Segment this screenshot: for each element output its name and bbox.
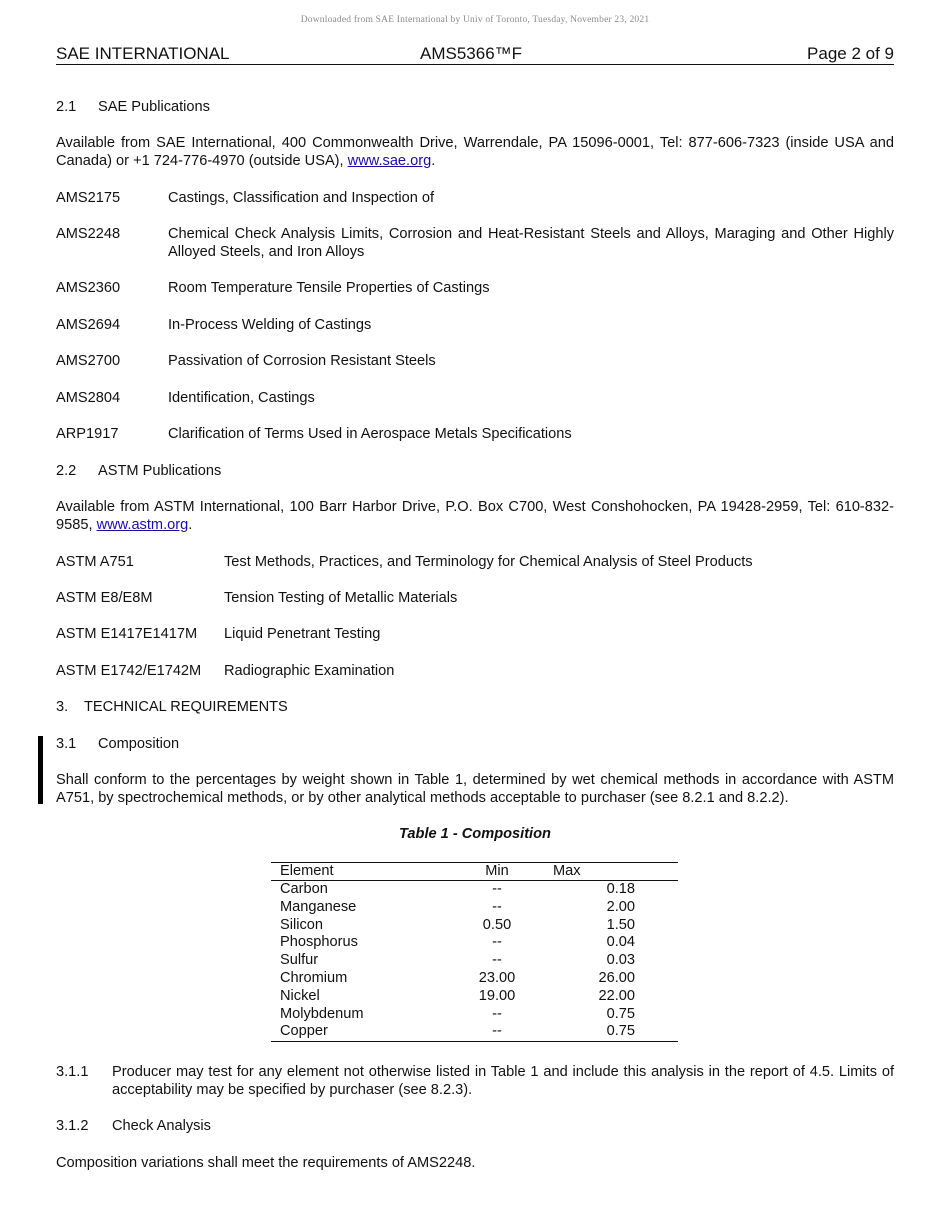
cell-max: 0.18 — [606, 881, 635, 897]
cell-max: 0.03 — [606, 952, 635, 969]
cell-min: -- — [447, 1023, 547, 1041]
table-row — [271, 917, 678, 935]
ref-code: AMS2175 — [56, 190, 121, 206]
table-row — [271, 934, 678, 952]
astm-availability-text: Available from ASTM International, 100 Barr Harbor Drive, P.O. Box C700, West Conshohocken, PA 19428-2959, Tel: 610-832-9585, — [56, 499, 894, 533]
section-3-1-1-number: 3.1.1 — [56, 1064, 89, 1080]
cell-max: 0.75 — [606, 1005, 635, 1022]
download-watermark: Downloaded from SAE International by Univ of Toronto, Tuesday, November 23, 2021 — [300, 15, 650, 25]
header-element: Element — [271, 863, 447, 881]
table-header-row — [271, 863, 678, 881]
cell-element: Sulfur — [280, 952, 319, 969]
check-analysis-text: Composition variations shall meet the requirements of AMS2248. — [56, 1155, 476, 1171]
ref-code: AMS2804 — [56, 390, 121, 406]
section-2-2-number: 2.2 — [56, 463, 77, 479]
section-3-1-title: Composition — [98, 736, 180, 752]
ref-code: ASTM E8/E8M — [56, 590, 153, 606]
section-3-1-number: 3.1 — [56, 736, 77, 752]
ref-code: AMS2248 — [56, 226, 121, 242]
cell-element: Phosphorus — [280, 934, 358, 951]
ref-description: Passivation of Corrosion Resistant Steels — [168, 353, 436, 369]
ref-description: Room Temperature Tensile Properties of Castings — [168, 280, 490, 296]
cell-min: -- — [492, 881, 502, 897]
header-page-number: Page 2 of 9 — [807, 44, 894, 63]
table-1-caption: Table 1 - Composition — [399, 826, 551, 842]
cell-min: -- — [492, 934, 502, 951]
cell-element: Chromium — [280, 969, 348, 986]
sae-link-tail: . — [431, 153, 436, 169]
ref-code: ASTM E1417E1417M — [56, 626, 198, 642]
ref-description: Liquid Penetrant Testing — [224, 626, 381, 642]
table-row — [271, 1023, 678, 1041]
ref-code: ASTM E1742/E1742M — [56, 663, 202, 679]
page-header — [56, 44, 894, 65]
sae-availability-text: Available from SAE International, 400 Commonwealth Drive, Warrendale, PA 15096-0001, Tel: 877-606-7323 (inside USA and Canada) or +1 724-776-4970 (outside USA), — [56, 135, 894, 169]
header-spec-number: AMS5366™F — [420, 44, 523, 63]
revision-change-bar — [38, 736, 43, 804]
cell-min: -- — [492, 898, 502, 915]
section-3-1-1-text: Producer may test for any element not otherwise listed in Table 1 and include this analysis in the report of 4.5. Limits of acceptability may be specified by purchaser (see 8.2.3). — [112, 1064, 894, 1098]
cell-min: -- — [492, 952, 502, 969]
section-3-1-2-title: Check Analysis — [112, 1118, 211, 1134]
section-3-number: 3. — [56, 699, 69, 715]
ref-code: ASTM A751 — [56, 554, 134, 570]
ref-description: Chemical Check Analysis Limits, Corrosion and Heat-Resistant Steels and Alloys, Maraging and Other Highly Alloyed Steels, and Iron Alloys — [168, 226, 894, 260]
ref-description: Tension Testing of Metallic Materials — [224, 590, 458, 606]
ref-description: Castings, Classification and Inspection of — [168, 190, 435, 206]
cell-min: 0.50 — [482, 916, 512, 933]
ref-code: AMS2700 — [56, 353, 121, 369]
cell-element: Silicon — [280, 916, 323, 933]
astm-link-tail: . — [188, 517, 193, 533]
ref-code: AMS2694 — [56, 317, 121, 333]
header-publisher: SAE INTERNATIONAL — [56, 44, 230, 63]
ref-description: Clarification of Terms Used in Aerospace Metals Specifications — [168, 426, 572, 442]
cell-element: Manganese — [280, 898, 357, 915]
table-row — [271, 899, 678, 917]
table-row — [271, 952, 678, 970]
cell-max: 1.50 — [606, 916, 635, 933]
cell-max: 2.00 — [606, 898, 635, 915]
cell-max: 26.00 — [598, 969, 635, 986]
section-3-title: TECHNICAL REQUIREMENTS — [84, 699, 288, 715]
ref-description: Test Methods, Practices, and Terminology for Chemical Analysis of Steel Products — [224, 554, 753, 570]
cell-max: 0.75 — [547, 1023, 678, 1041]
table-row — [271, 1006, 678, 1024]
header-min: Min — [447, 863, 547, 881]
section-3-1-2-number: 3.1.2 — [56, 1118, 89, 1134]
composition-paragraph: Shall conform to the percentages by weight shown in Table 1, determined by wet chemical methods in accordance with ASTM A751, by spectrochemical methods, or by other analytical methods acceptable to purchaser (see 8.2.1 and 8.2.2). — [56, 772, 894, 806]
table-row — [271, 988, 678, 1006]
ref-description: Identification, Castings — [168, 390, 315, 406]
ref-code: ARP1917 — [56, 426, 119, 442]
cell-element: Molybdenum — [280, 1005, 364, 1022]
table-row — [271, 881, 678, 899]
cell-max: 22.00 — [598, 987, 635, 1004]
astm-availability-paragraph — [56, 498, 894, 534]
cell-min: 23.00 — [478, 969, 516, 986]
sae-website-link[interactable]: www.sae.org — [347, 153, 432, 169]
section-2-1-number: 2.1 — [56, 99, 77, 115]
table-row — [271, 970, 678, 988]
sae-availability-paragraph — [56, 134, 894, 170]
section-2-2-title: ASTM Publications — [98, 463, 222, 479]
cell-min: 19.00 — [478, 987, 516, 1004]
section-2-1-title: SAE Publications — [98, 99, 210, 115]
cell-element: Carbon — [280, 881, 328, 897]
cell-element: Copper — [271, 1023, 447, 1041]
ref-description: Radiographic Examination — [224, 663, 395, 679]
cell-element: Nickel — [280, 987, 320, 1004]
ref-description: In-Process Welding of Castings — [168, 317, 372, 333]
header-max: Max — [547, 863, 678, 881]
composition-table — [271, 862, 678, 1042]
astm-website-link[interactable]: www.astm.org — [96, 517, 189, 533]
cell-max: 0.04 — [606, 934, 635, 951]
ref-code: AMS2360 — [56, 280, 121, 296]
cell-min: -- — [492, 1005, 502, 1022]
